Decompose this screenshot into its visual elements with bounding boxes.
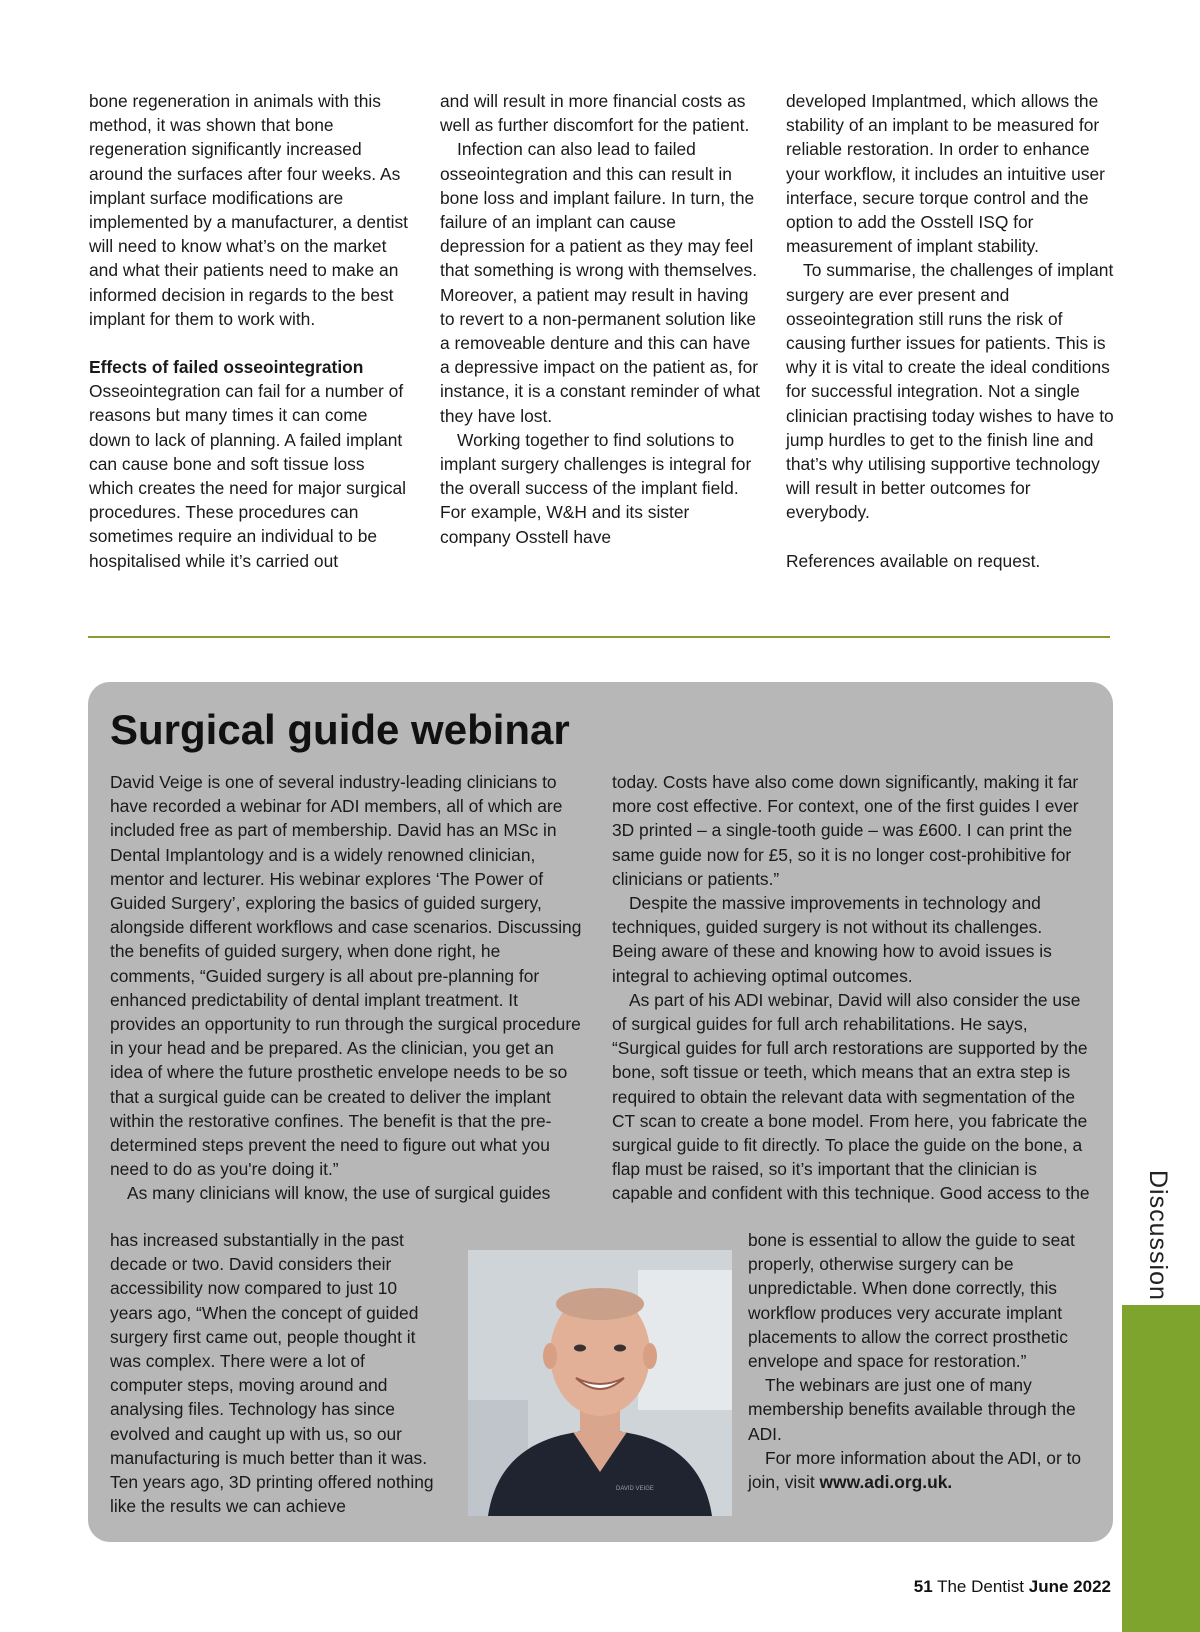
- section-heading: Effects of failed osseointegration: [89, 357, 364, 378]
- feature-column-right: [612, 770, 1090, 1206]
- portrait-illustration: [468, 1250, 732, 1516]
- article-column-1: [89, 89, 409, 573]
- contact-text: For more information about the ADI, or to join, visit: [748, 1447, 1082, 1493]
- section-label: Discussion: [1144, 1170, 1172, 1301]
- article-paragraph: bone regeneration in animals with this method, it was shown that bone regeneration significantly increased around the surfaces after four weeks. As implant surface modifications are implemented by a manufacturer, a dentist will need to know what’s on the market and what their patients need to make an informed decision in regards to the best implant for them to work with.: [89, 91, 409, 329]
- feature-paragraph: has increased substantially in the past decade or two. David considers their accessibility now compared to just 10 years ago, “When the concept of guided surgery first came out, people thought it was complex. There were a lot of computer steps, moving around and analysing files. Technology has since evolved and caught up with us, so our manufacturing is much better than it was. Ten years ago, 3D printing offered nothing like the results we can achieve: [110, 1230, 434, 1517]
- clinician-portrait-photo: [468, 1250, 732, 1516]
- article-paragraph: Osseointegration can fail for a number of reasons but many times it can come down to lack of planning. A failed implant can cause bone and soft tissue loss which creates the need for major surgical procedures. These procedures can sometimes require an individual to be hospitalised while it’s carried out: [89, 381, 407, 571]
- page-number: 51: [913, 1577, 933, 1596]
- feature-column-left: [110, 770, 585, 1206]
- photo-caption: DAVID VEIGE: [616, 1486, 654, 1492]
- references-note: References available on request.: [786, 550, 1041, 571]
- issue-date: June 2022: [1028, 1577, 1111, 1596]
- article-paragraph: and will result in more financial costs as well as further discomfort for the patient.: [440, 91, 750, 136]
- feature-paragraph: Despite the massive improvements in technology and techniques, guided surgery is not without its challenges. Being aware of these and knowing how to avoid issues is integral to achieving optimal outcomes.: [612, 893, 1052, 986]
- feature-paragraph: [748, 1446, 1088, 1494]
- page-footer: [914, 1577, 1111, 1597]
- article-paragraph: To summarise, the challenges of implant surgery are ever present and osseointegration still runs the risk of causing further issues for patients. This is why it is vital to create the ideal conditions for successful integration. Not a single clinician practising today wishes to have to jump hurdles to get to the finish line and that’s why utilising supportive technology will result in better outcomes for everybody.: [786, 260, 1114, 523]
- article-column-2: [440, 89, 760, 549]
- feature-paragraph: As part of his ADI webinar, David will also consider the use of surgical guides for full arch rehabilitations. He says, “Surgical guides for full arch restorations are supported by the bone, soft tissue or teeth, which means that an extra step is required to obtain the relevant data with segmentation of the CT scan to create a bone model. From here, you fabricate the surgical guide to fit directly. To place the guide on the bone, a flap must be raised, so it’s important that the clinician is capable and confident with this technique. Good access to the: [612, 989, 1090, 1204]
- feature-paragraph: bone is essential to allow the guide to seat properly, otherwise surgery can be unpredictable. When done correctly, this workflow produces very accurate implant placements to allow the correct prosthetic envelope and space for restoration.”: [748, 1230, 1075, 1372]
- feature-column-left-wrap: [110, 1228, 440, 1518]
- feature-paragraph: David Veige is one of several industry-leading clinicians to have recorded a webinar for ADI members, all of which are included free as part of membership. David has an MSc in Dental Implantology and is a widely renowned clinician, mentor and lecturer. His webinar explores ‘The Power of Guided Surgery’, exploring the basics of guided surgery, alongside different workflows and case scenarios. Discussing the benefits of guided surgery, when done right, he comments, “Guided surgery is all about pre-planning for enhanced predictability of dental implant treatment. It provides an opportunity to run through the surgical procedure in your head and be prepared. As the clinician, you get an idea of where the future prosthetic envelope needs to be so that a surgical guide can be created to deliver the implant within the restorative confines. The benefit is that the pre-determined steps prevent the need to figure out what you need to do as you're doing it.”: [110, 772, 582, 1180]
- adi-website-link[interactable]: www.adi.org.uk.: [819, 1472, 953, 1493]
- section-color-tab: [1122, 1305, 1200, 1632]
- article-column-3: [786, 89, 1116, 573]
- article-paragraph: Working together to find solutions to implant surgery challenges is integral for the overall success of the implant field. For example, W&H and its sister company Osstell have: [440, 429, 752, 547]
- feature-column-right-wrap: [748, 1228, 1088, 1494]
- article-paragraph: Infection can also lead to failed osseointegration and this can result in bone loss and implant failure. In turn, the failure of an implant can cause depression for a patient as they may feel that something is wrong with themselves. Moreover, a patient may result in having to revert to a non-permanent solution like a removeable denture and this can have a depressive impact on the patient as, for instance, it is a constant reminder of what they have lost.: [440, 139, 760, 426]
- feature-paragraph: today. Costs have also come down significantly, making it far more cost effective. For context, one of the first guides I ever 3D printed – a single-tooth guide – was £600. I can print the same guide now for £5, so it is no longer cost-prohibitive for clinicians or patients.”: [612, 772, 1079, 889]
- webinar-feature-box: [88, 682, 1113, 1542]
- publication-name: The Dentist: [937, 1577, 1025, 1596]
- article-paragraph: developed Implantmed, which allows the stability of an implant to be measured for reliable restoration. In order to enhance your workflow, it includes an intuitive user interface, secure torque control and the option to add the Osstell ISQ for measurement of implant stability.: [786, 91, 1105, 257]
- feature-paragraph: As many clinicians will know, the use of surgical guides: [127, 1183, 551, 1204]
- section-divider: [88, 636, 1110, 638]
- feature-paragraph: The webinars are just one of many membership benefits available through the ADI.: [748, 1375, 1076, 1444]
- feature-title: Surgical guide webinar: [110, 706, 570, 753]
